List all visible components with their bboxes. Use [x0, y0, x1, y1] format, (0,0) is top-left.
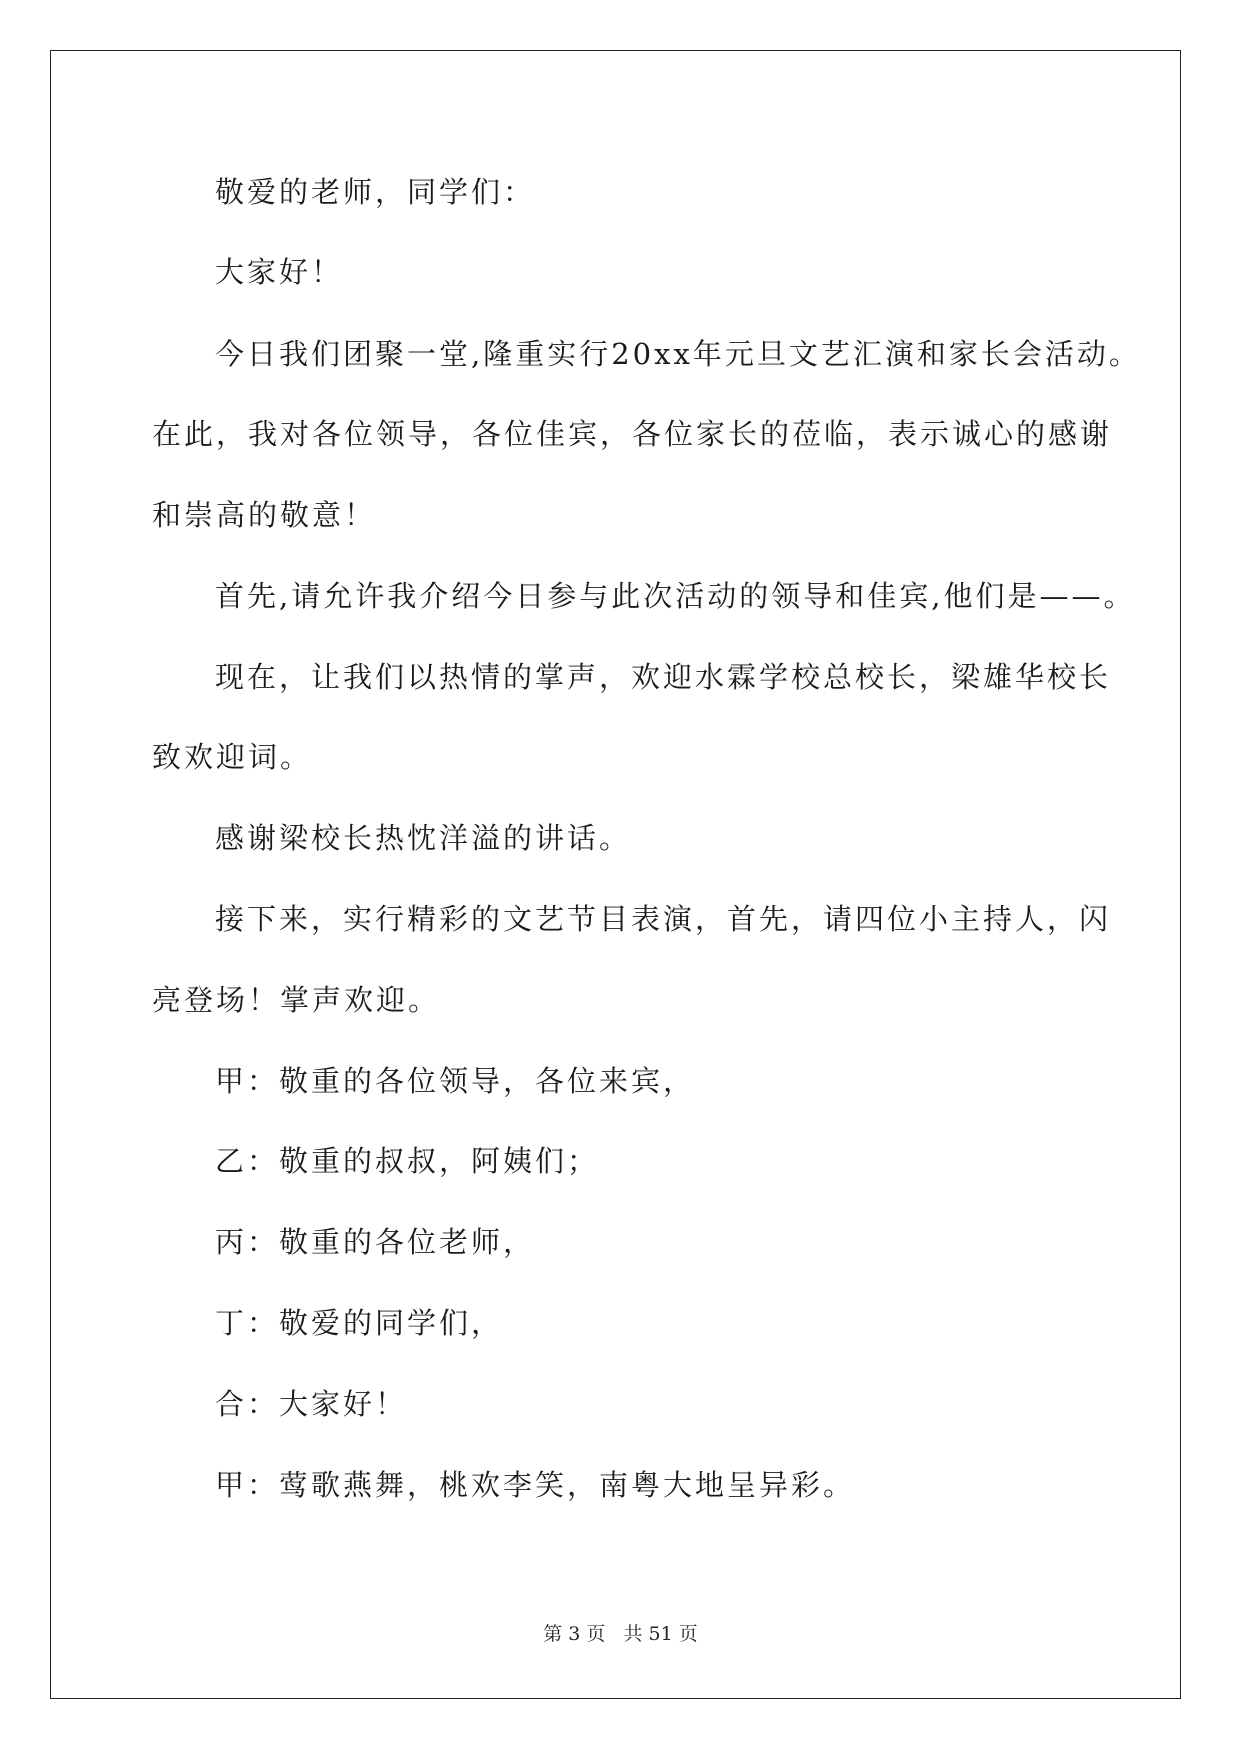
paragraph-line: 乙：敬重的叔叔，阿姨们；: [215, 1144, 600, 1178]
page-border: [50, 50, 1181, 1699]
paragraph-line: 接下来，实行精彩的文艺节目表演，首先，请四位小主持人，闪: [215, 902, 1112, 936]
paragraph-line: 现在，让我们以热情的掌声，欢迎水霖学校总校长，梁雄华校长: [215, 660, 1112, 694]
paragraph-line: 今日我们团聚一堂,隆重实行20xx年元旦文艺汇演和家长会活动。: [215, 337, 1141, 371]
paragraph-line: 感谢梁校长热忱洋溢的讲话。: [215, 821, 632, 855]
paragraph-line: 亮登场！掌声欢迎。: [152, 983, 441, 1017]
paragraph-line: 和崇高的敬意！: [152, 498, 377, 532]
paragraph-line: 合：大家好！: [215, 1387, 408, 1421]
page-footer: [0, 1619, 1241, 1646]
paragraph-line: 大家好！: [215, 255, 344, 289]
paragraph-line: 甲：莺歌燕舞，桃欢李笑，南粤大地呈异彩。: [215, 1468, 856, 1502]
paragraph-line: 丙：敬重的各位老师，: [215, 1225, 536, 1259]
total-pages: 共 51 页: [623, 1623, 698, 1645]
paragraph-line: 甲：敬重的各位领导，各位来宾，: [215, 1064, 696, 1098]
paragraph-line: 首先,请允许我介绍今日参与此次活动的领导和佳宾,他们是——。: [215, 579, 1136, 613]
paragraph-line: 丁：敬爱的同学们，: [215, 1306, 504, 1340]
paragraph-line: 致欢迎词。: [152, 740, 313, 774]
page-number: 第 3 页: [543, 1623, 606, 1645]
paragraph-line: 敬爱的老师，同学们：: [215, 175, 536, 209]
paragraph-line: 在此，我对各位领导，各位佳宾，各位家长的莅临，表示诚心的感谢: [152, 417, 1113, 451]
